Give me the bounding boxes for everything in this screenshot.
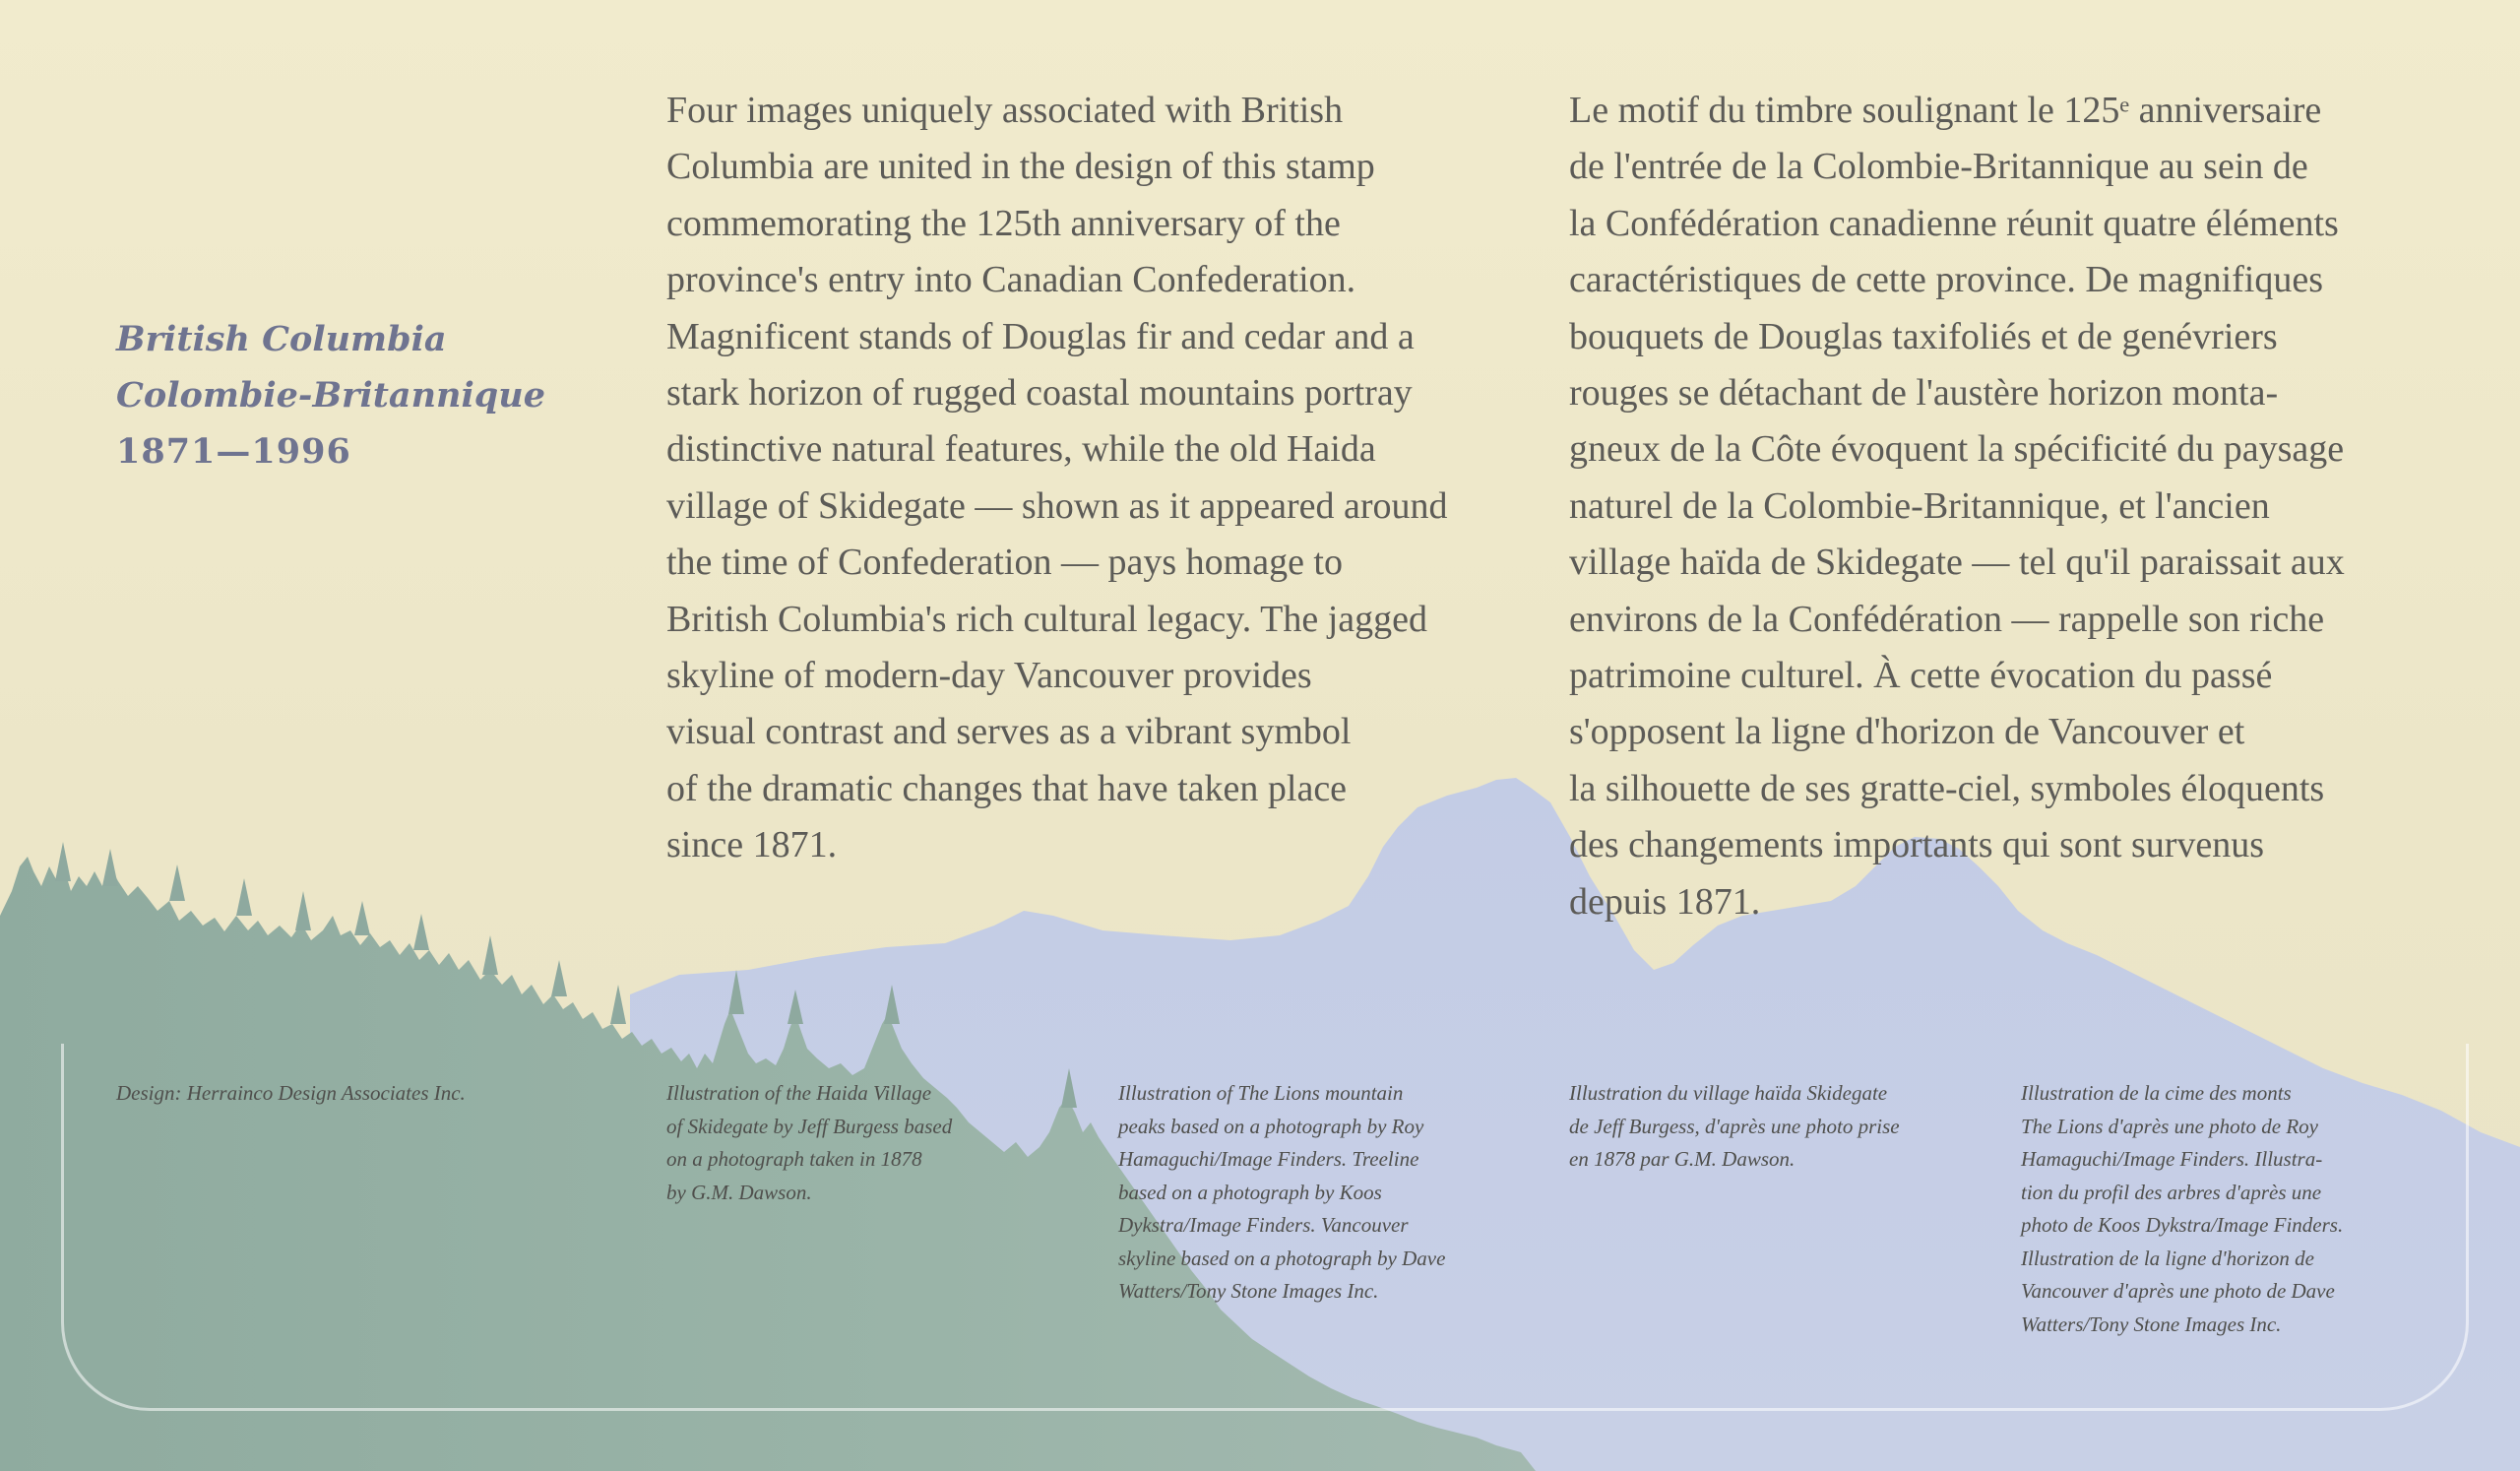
credit-line: Hamaguchi/Image Finders. Treeline [1118,1147,1419,1171]
text-line: depuis 1871. [1569,880,1761,923]
credit-line: by G.M. Dawson. [666,1180,812,1204]
lions-credit-english [1118,1077,1445,1309]
text-line: village of Skidegate — shown as it appeared around [666,484,1448,527]
lions-credit-french [2021,1077,2343,1341]
text-line: Columbia are united in the design of this stamp [666,146,1375,188]
credit-line: The Lions d'après une photo de Roy [2021,1114,2318,1138]
text-line: environs de la Confédération — rappelle son riche [1569,598,2325,640]
french-description [1569,83,2345,930]
text-line: bouquets de Douglas taxifoliés et de genévriers [1569,315,2278,357]
credit-line: Illustration of the Haida Village [666,1081,932,1105]
credit-line: Illustration de la ligne d'horizon de [2021,1246,2314,1270]
credit-line: photo de Koos Dykstra/Image Finders. [2021,1213,2344,1237]
text-line: distinctive natural features, while the old Haida [666,428,1376,471]
credit-line: Watters/Tony Stone Images Inc. [2021,1311,2282,1336]
text-line: la Confédération canadienne réunit quatre éléments [1569,202,2339,244]
credit-line: Watters/Tony Stone Images Inc. [1118,1279,1379,1303]
design-credit [116,1077,466,1111]
haida-credit-english [666,1077,952,1209]
credit-line: peaks based on a photograph by Roy [1118,1114,1424,1138]
credit-line: on a photograph taken in 1878 [666,1147,922,1171]
text-line: Le motif du timbre soulignant le 125ᵉ anniversaire [1569,90,2322,131]
credit-line: of Skidegate by Jeff Burgess based [666,1114,953,1138]
text-line: stark horizon of rugged coastal mountains portray [666,372,1413,415]
text-line: since 1871. [666,824,838,866]
text-line: skyline of modern-day Vancouver provides [666,655,1312,697]
credit-line: Hamaguchi/Image Finders. Illustra- [2021,1147,2323,1171]
text-line: de l'entrée de la Colombie-Britannique au sein de [1569,146,2308,188]
credit-line: Design: Herrainco Design Associates Inc. [116,1081,466,1105]
text-line: of the dramatic changes that have taken place [666,767,1348,809]
english-description [666,83,1448,874]
text-line: British Columbia's rich cultural legacy. The jagged [666,598,1427,640]
credit-line: based on a photograph by Koos [1118,1180,1382,1204]
credit-line: Dykstra/Image Finders. Vancouver [1118,1213,1409,1237]
text-line: caractéristiques de cette province. De magnifiques [1569,259,2323,301]
text-line: Magnificent stands of Douglas fir and cedar and a [666,315,1415,357]
title-french: Colombie-Britannique [116,375,545,416]
text-line: gneux de la Côte évoquent la spécificité du paysage [1569,428,2345,471]
credit-line: Vancouver d'après une photo de Dave [2021,1279,2335,1303]
text-line: s'opposent la ligne d'horizon de Vancouver et [1569,711,2245,753]
credit-line: Illustration du village haïda Skidegate [1569,1081,1888,1105]
credit-line: tion du profil des arbres d'après une [2021,1180,2322,1204]
text-line: visual contrast and serves as a vibrant symbol [666,711,1352,753]
title-english: British Columbia [116,319,447,359]
text-line: the time of Confederation — pays homage to [666,542,1343,584]
credit-line: Illustration of The Lions mountain [1118,1081,1404,1105]
credit-line: Illustration de la cime des monts [2021,1081,2292,1105]
text-line: la silhouette de ses gratte-ciel, symboles éloquents [1569,767,2325,809]
credit-line: skyline based on a photograph by Dave [1118,1246,1446,1270]
text-line: village haïda de Skidegate — tel qu'il paraissait aux [1569,542,2345,584]
text-line: naturel de la Colombie-Britannique, et l'ancien [1569,484,2270,527]
text-line: des changements importants qui sont survenus [1569,824,2265,866]
text-line: Four images uniquely associated with British [666,90,1344,131]
text-line: patrimoine culturel. À cette évocation du passé [1569,655,2273,697]
credit-line: de Jeff Burgess, d'après une photo prise [1569,1114,1900,1138]
text-line: rouges se détachant de l'austère horizon monta- [1569,372,2279,415]
title-block [116,311,545,480]
text-line: commemorating the 125th anniversary of the [666,202,1341,244]
text-line: province's entry into Canadian Confederation. [666,259,1356,301]
haida-credit-french [1569,1077,1900,1177]
title-years: 1871—1996 [116,431,351,472]
credit-line: en 1878 par G.M. Dawson. [1569,1147,1796,1171]
